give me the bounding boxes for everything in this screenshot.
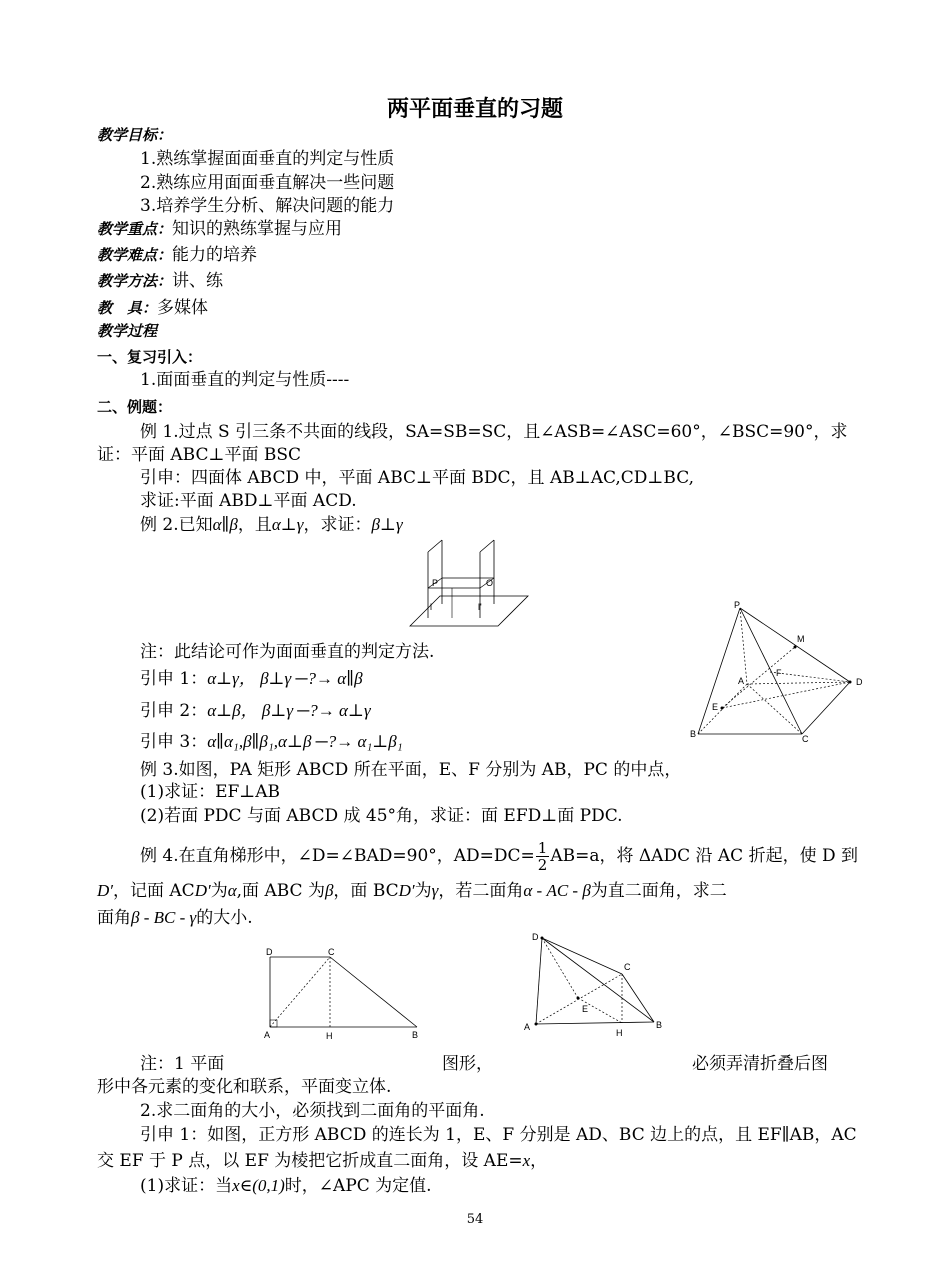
note-2c: 必须弄清折叠后图 xyxy=(692,1054,828,1074)
folded-figure xyxy=(520,930,670,1040)
planes-label-O: O xyxy=(486,578,494,588)
note-2d: 形中各元素的变化和联系，平面变立体. xyxy=(97,1077,392,1097)
page-number: 54 xyxy=(466,1212,484,1227)
pyramid-label-M: M xyxy=(797,634,805,644)
objective-3: 3.培养学生分析、解决问题的能力 xyxy=(140,196,395,216)
planes-label-l2: l' xyxy=(478,602,482,612)
key-point: 教学重点：知识的熟练掌握与应用 xyxy=(97,219,343,239)
ext-d-line3: (1)求证：当x∈(0,1)时，∠APC 为定值. xyxy=(140,1176,432,1196)
ex3-q1: (1)求证：EF⊥AB xyxy=(140,782,281,802)
trap-label-C: C xyxy=(328,947,335,957)
ex4-line2: D′，记面 ACD′为α,面 ABC 为β，面 BCD′为γ，若二面角α - AC - β为直二面角，求二 xyxy=(97,881,727,901)
pyramid-label-P: P xyxy=(734,600,741,610)
review-heading: 一、复习引入： xyxy=(97,348,203,366)
pyramid-label-F: F xyxy=(776,668,782,678)
review-item: 1.面面垂直的判定与性质---- xyxy=(140,370,350,390)
fold-label-E: E xyxy=(582,1004,589,1014)
note-3: 2.求二面角的大小，必须找到二面角的平面角. xyxy=(140,1101,485,1121)
difficulty: 教学难点：能力的培养 xyxy=(97,245,258,265)
objectives-heading: 教学目标： xyxy=(97,126,173,144)
ex3-line1: 例 3.如图，PA 矩形 ABCD 所在平面，E、F 分别为 AB，PC 的中点， xyxy=(140,760,682,780)
planes-figure xyxy=(400,540,540,630)
pyramid-figure xyxy=(690,600,870,745)
trap-label-B: B xyxy=(412,1030,419,1040)
ex1-ext2: 求证:平面 ABD⊥平面 ACD. xyxy=(140,491,357,511)
ex4-line1: 例 4.在直角梯形中，∠D=∠BAD=90°，AD=DC= $\frac{1}{2}$ AB=a，将 ΔADC 沿 AC 折起，使 D 到 xyxy=(140,839,859,874)
ex2-statement: 例 2.已知α∥β，且α⊥γ，求证：β⊥γ xyxy=(140,515,403,535)
note-2b: 图形， xyxy=(442,1054,493,1074)
fold-label-A: A xyxy=(524,1022,531,1032)
pyramid-label-C: C xyxy=(802,734,809,744)
page-title: 两平面垂直的习题 xyxy=(386,97,563,122)
pyramid-label-D: D xyxy=(856,677,863,687)
planes-label-P: P xyxy=(432,578,439,588)
fold-label-C: C xyxy=(624,962,631,972)
note-1: 注：此结论可作为面面垂直的判定方法. xyxy=(140,642,435,662)
trap-label-H: H xyxy=(326,1031,333,1041)
ext-c: 引申 3：α∥α₁,β∥β₁,α⊥β ─?→ α₁⊥β₁ xyxy=(140,732,403,752)
trap-label-A: A xyxy=(264,1030,271,1040)
ext-a: 引申 1：α⊥γ， β⊥γ ─?→ α∥β xyxy=(140,669,363,689)
trapezoid-figure xyxy=(262,945,427,1040)
fold-label-D: D xyxy=(532,932,539,942)
ex4-line3: 面角β - BC - γ的大小. xyxy=(97,908,253,928)
fraction-half: $\frac{1}{2}$ xyxy=(537,839,548,874)
fold-label-B: B xyxy=(656,1020,663,1030)
process-heading: 教学过程 xyxy=(97,322,158,340)
note-2a: 注：1 平面 xyxy=(140,1054,225,1074)
objective-1: 1.熟练掌握面面垂直的判定与性质 xyxy=(140,149,395,169)
ex1-ext1: 引申：四面体 ABCD 中，平面 ABC⊥平面 BDC，且 AB⊥AC,CD⊥BC, xyxy=(140,468,695,488)
ex1-line1: 例 1.过点 S 引三条不共面的线段，SA=SB=SC，且∠ASB=∠ASC=60°，∠BSC=90°，求 xyxy=(140,422,848,442)
ex3-q2: (2)若面 PDC 与面 ABCD 成 45°角，求证：面 EFD⊥面 PDC. xyxy=(140,806,623,826)
planes-label-l: l xyxy=(430,602,432,612)
objective-2: 2.熟练应用面面垂直解决一些问题 xyxy=(140,173,395,193)
ext-d-line1: 引申 1：如图，正方形 ABCD 的连长为 1，E、F 分别是 AD、BC 边上的点，且 EF∥AB，AC xyxy=(140,1125,857,1145)
pyramid-label-A: A xyxy=(738,676,745,686)
fold-label-H: H xyxy=(616,1028,623,1038)
ex1-line2: 证：平面 ABC⊥平面 BSC xyxy=(97,445,302,465)
pyramid-label-E: E xyxy=(712,702,719,712)
tools: 教 具：多媒体 xyxy=(97,298,209,318)
trap-label-D: D xyxy=(266,947,273,957)
ext-b: 引申 2：α⊥β， β⊥γ ─?→ α⊥γ xyxy=(140,701,371,721)
examples-heading: 二、例题： xyxy=(97,398,173,416)
method: 教学方法：讲、练 xyxy=(97,271,224,291)
pyramid-label-B: B xyxy=(690,729,697,739)
ext-d-line2: 交 EF 于 P 点，以 EF 为棱把它折成直二面角，设 AE=x， xyxy=(97,1151,548,1171)
